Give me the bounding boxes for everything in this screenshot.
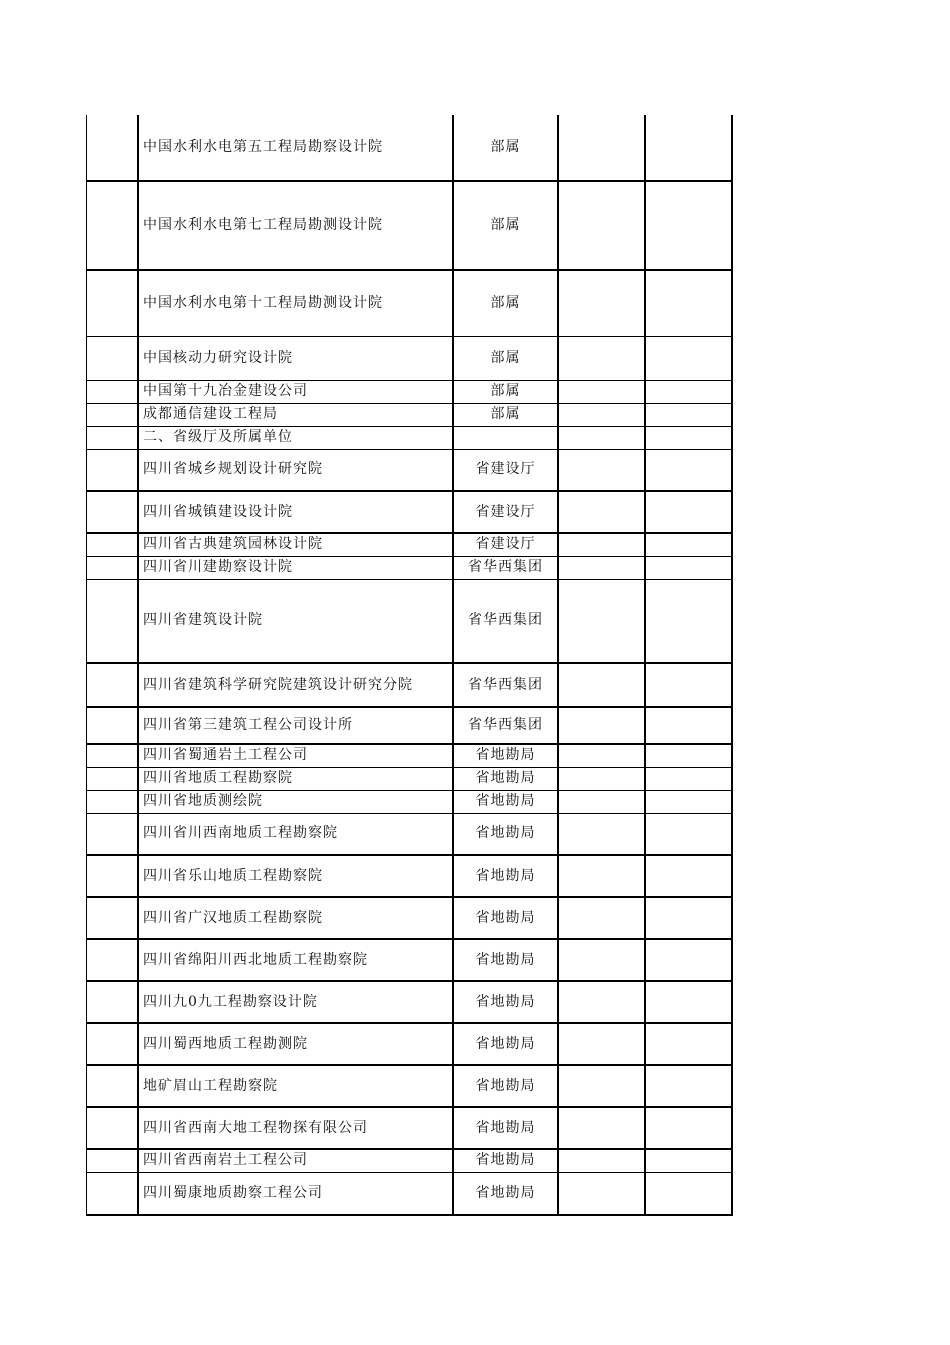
department-cell: 省地勘局 [453,897,558,939]
index-cell [87,270,139,336]
index-cell [87,403,139,426]
department-cell: 省地勘局 [453,790,558,813]
table-row [87,813,733,855]
department-cell: 部属 [453,336,558,380]
blank-cell [645,115,732,181]
index-cell [87,707,139,744]
table-row [87,1107,733,1149]
table-row [87,533,733,556]
table-row [87,1149,733,1172]
department-cell: 省地勘局 [453,1065,558,1107]
blank-cell [558,744,645,767]
department-cell: 省地勘局 [453,939,558,981]
table-row [87,270,733,336]
index-cell [87,981,139,1023]
index-cell [87,1172,139,1215]
index-cell [87,1149,139,1172]
blank-cell [558,533,645,556]
blank-cell [558,981,645,1023]
unit-table [86,115,733,1216]
index-cell [87,767,139,790]
blank-cell [645,744,732,767]
table-row [87,426,733,449]
blank-cell [558,491,645,533]
blank-cell [558,939,645,981]
blank-cell [558,663,645,707]
department-cell: 省地勘局 [453,1023,558,1065]
department-cell: 省建设厅 [453,449,558,491]
department-cell: 省建设厅 [453,533,558,556]
department-cell: 部属 [453,403,558,426]
unit-name-cell: 四川省地质测绘院 [138,790,453,813]
department-cell [453,426,558,449]
blank-cell [558,449,645,491]
unit-name-cell: 四川省广汉地质工程勘察院 [138,897,453,939]
department-cell: 省地勘局 [453,855,558,897]
unit-name-cell: 四川省川建勘察设计院 [138,556,453,579]
table-row [87,981,733,1023]
blank-cell [645,533,732,556]
blank-cell [645,663,732,707]
blank-cell [558,1107,645,1149]
department-cell: 省地勘局 [453,813,558,855]
blank-cell [645,491,732,533]
blank-cell [645,449,732,491]
unit-name-cell: 成都通信建设工程局 [138,403,453,426]
blank-cell [558,115,645,181]
blank-cell [558,336,645,380]
table-row [87,767,733,790]
blank-cell [645,380,732,403]
department-cell: 省华西集团 [453,663,558,707]
blank-cell [645,556,732,579]
department-cell: 省地勘局 [453,981,558,1023]
table-row [87,491,733,533]
index-cell [87,491,139,533]
unit-name-cell: 四川省地质工程勘察院 [138,767,453,790]
blank-cell [558,403,645,426]
table-row [87,744,733,767]
blank-cell [645,336,732,380]
blank-cell [645,790,732,813]
blank-cell [558,556,645,579]
table-row [87,579,733,663]
table-row [87,449,733,491]
table-row [87,115,733,181]
index-cell [87,556,139,579]
blank-cell [558,1149,645,1172]
table-row [87,380,733,403]
blank-cell [558,1065,645,1107]
table-row [87,403,733,426]
blank-cell [645,579,732,663]
blank-cell [645,426,732,449]
blank-cell [645,855,732,897]
blank-cell [558,707,645,744]
unit-name-cell: 四川省建筑科学研究院建筑设计研究分院 [138,663,453,707]
blank-cell [645,1023,732,1065]
blank-cell [645,270,732,336]
unit-name-cell: 四川省西南大地工程物探有限公司 [138,1107,453,1149]
unit-name-cell: 中国水利水电第七工程局勘测设计院 [138,181,453,270]
unit-name-cell: 四川九0九工程勘察设计院 [138,981,453,1023]
department-cell: 省地勘局 [453,1172,558,1215]
index-cell [87,855,139,897]
department-cell: 省华西集团 [453,579,558,663]
blank-cell [558,767,645,790]
blank-cell [558,855,645,897]
table-row [87,336,733,380]
table-row [87,897,733,939]
index-cell [87,744,139,767]
blank-cell [558,579,645,663]
blank-cell [645,897,732,939]
table-row [87,1172,733,1215]
blank-cell [558,380,645,403]
blank-cell [645,181,732,270]
index-cell [87,663,139,707]
blank-cell [558,181,645,270]
unit-name-cell: 四川蜀西地质工程勘测院 [138,1023,453,1065]
unit-name-cell: 四川省西南岩土工程公司 [138,1149,453,1172]
department-cell: 省地勘局 [453,1107,558,1149]
blank-cell [645,981,732,1023]
index-cell [87,1065,139,1107]
unit-name-cell: 四川省蜀通岩土工程公司 [138,744,453,767]
table-row [87,1023,733,1065]
blank-cell [645,1107,732,1149]
index-cell [87,380,139,403]
blank-cell [645,403,732,426]
blank-cell [645,767,732,790]
blank-cell [645,1149,732,1172]
table-row [87,1065,733,1107]
table-row [87,939,733,981]
department-cell: 省华西集团 [453,556,558,579]
department-cell: 省华西集团 [453,707,558,744]
blank-cell [558,270,645,336]
index-cell [87,115,139,181]
unit-name-cell: 地矿眉山工程勘察院 [138,1065,453,1107]
index-cell [87,426,139,449]
unit-name-cell: 中国核动力研究设计院 [138,336,453,380]
unit-name-cell: 四川省古典建筑园林设计院 [138,533,453,556]
index-cell [87,336,139,380]
table-row [87,663,733,707]
blank-cell [558,1023,645,1065]
blank-cell [645,939,732,981]
department-cell: 省地勘局 [453,1149,558,1172]
index-cell [87,449,139,491]
blank-cell [645,813,732,855]
unit-name-cell: 中国第十九冶金建设公司 [138,380,453,403]
unit-name-cell: 四川省第三建筑工程公司设计所 [138,707,453,744]
index-cell [87,533,139,556]
unit-name-cell: 中国水利水电第五工程局勘察设计院 [138,115,453,181]
table-row [87,556,733,579]
unit-name-cell: 四川省建筑设计院 [138,579,453,663]
department-cell: 省地勘局 [453,767,558,790]
department-cell: 部属 [453,270,558,336]
blank-cell [558,426,645,449]
table-row [87,181,733,270]
unit-name-cell: 四川省绵阳川西北地质工程勘察院 [138,939,453,981]
index-cell [87,1107,139,1149]
index-cell [87,813,139,855]
unit-name-cell: 二、省级厅及所属单位 [138,426,453,449]
unit-table-body [87,115,733,1215]
unit-name-cell: 四川蜀康地质勘察工程公司 [138,1172,453,1215]
unit-name-cell: 中国水利水电第十工程局勘测设计院 [138,270,453,336]
blank-cell [645,707,732,744]
unit-name-cell: 四川省川西南地质工程勘察院 [138,813,453,855]
department-cell: 部属 [453,380,558,403]
index-cell [87,181,139,270]
blank-cell [558,813,645,855]
blank-cell [558,790,645,813]
blank-cell [645,1065,732,1107]
table-row [87,855,733,897]
department-cell: 省建设厅 [453,491,558,533]
index-cell [87,897,139,939]
table-row [87,707,733,744]
blank-cell [558,1172,645,1215]
index-cell [87,1023,139,1065]
unit-name-cell: 四川省乐山地质工程勘察院 [138,855,453,897]
unit-name-cell: 四川省城镇建设设计院 [138,491,453,533]
blank-cell [645,1172,732,1215]
index-cell [87,939,139,981]
index-cell [87,579,139,663]
table-row [87,790,733,813]
index-cell [87,790,139,813]
department-cell: 省地勘局 [453,744,558,767]
department-cell: 部属 [453,115,558,181]
blank-cell [558,897,645,939]
department-cell: 部属 [453,181,558,270]
unit-name-cell: 四川省城乡规划设计研究院 [138,449,453,491]
